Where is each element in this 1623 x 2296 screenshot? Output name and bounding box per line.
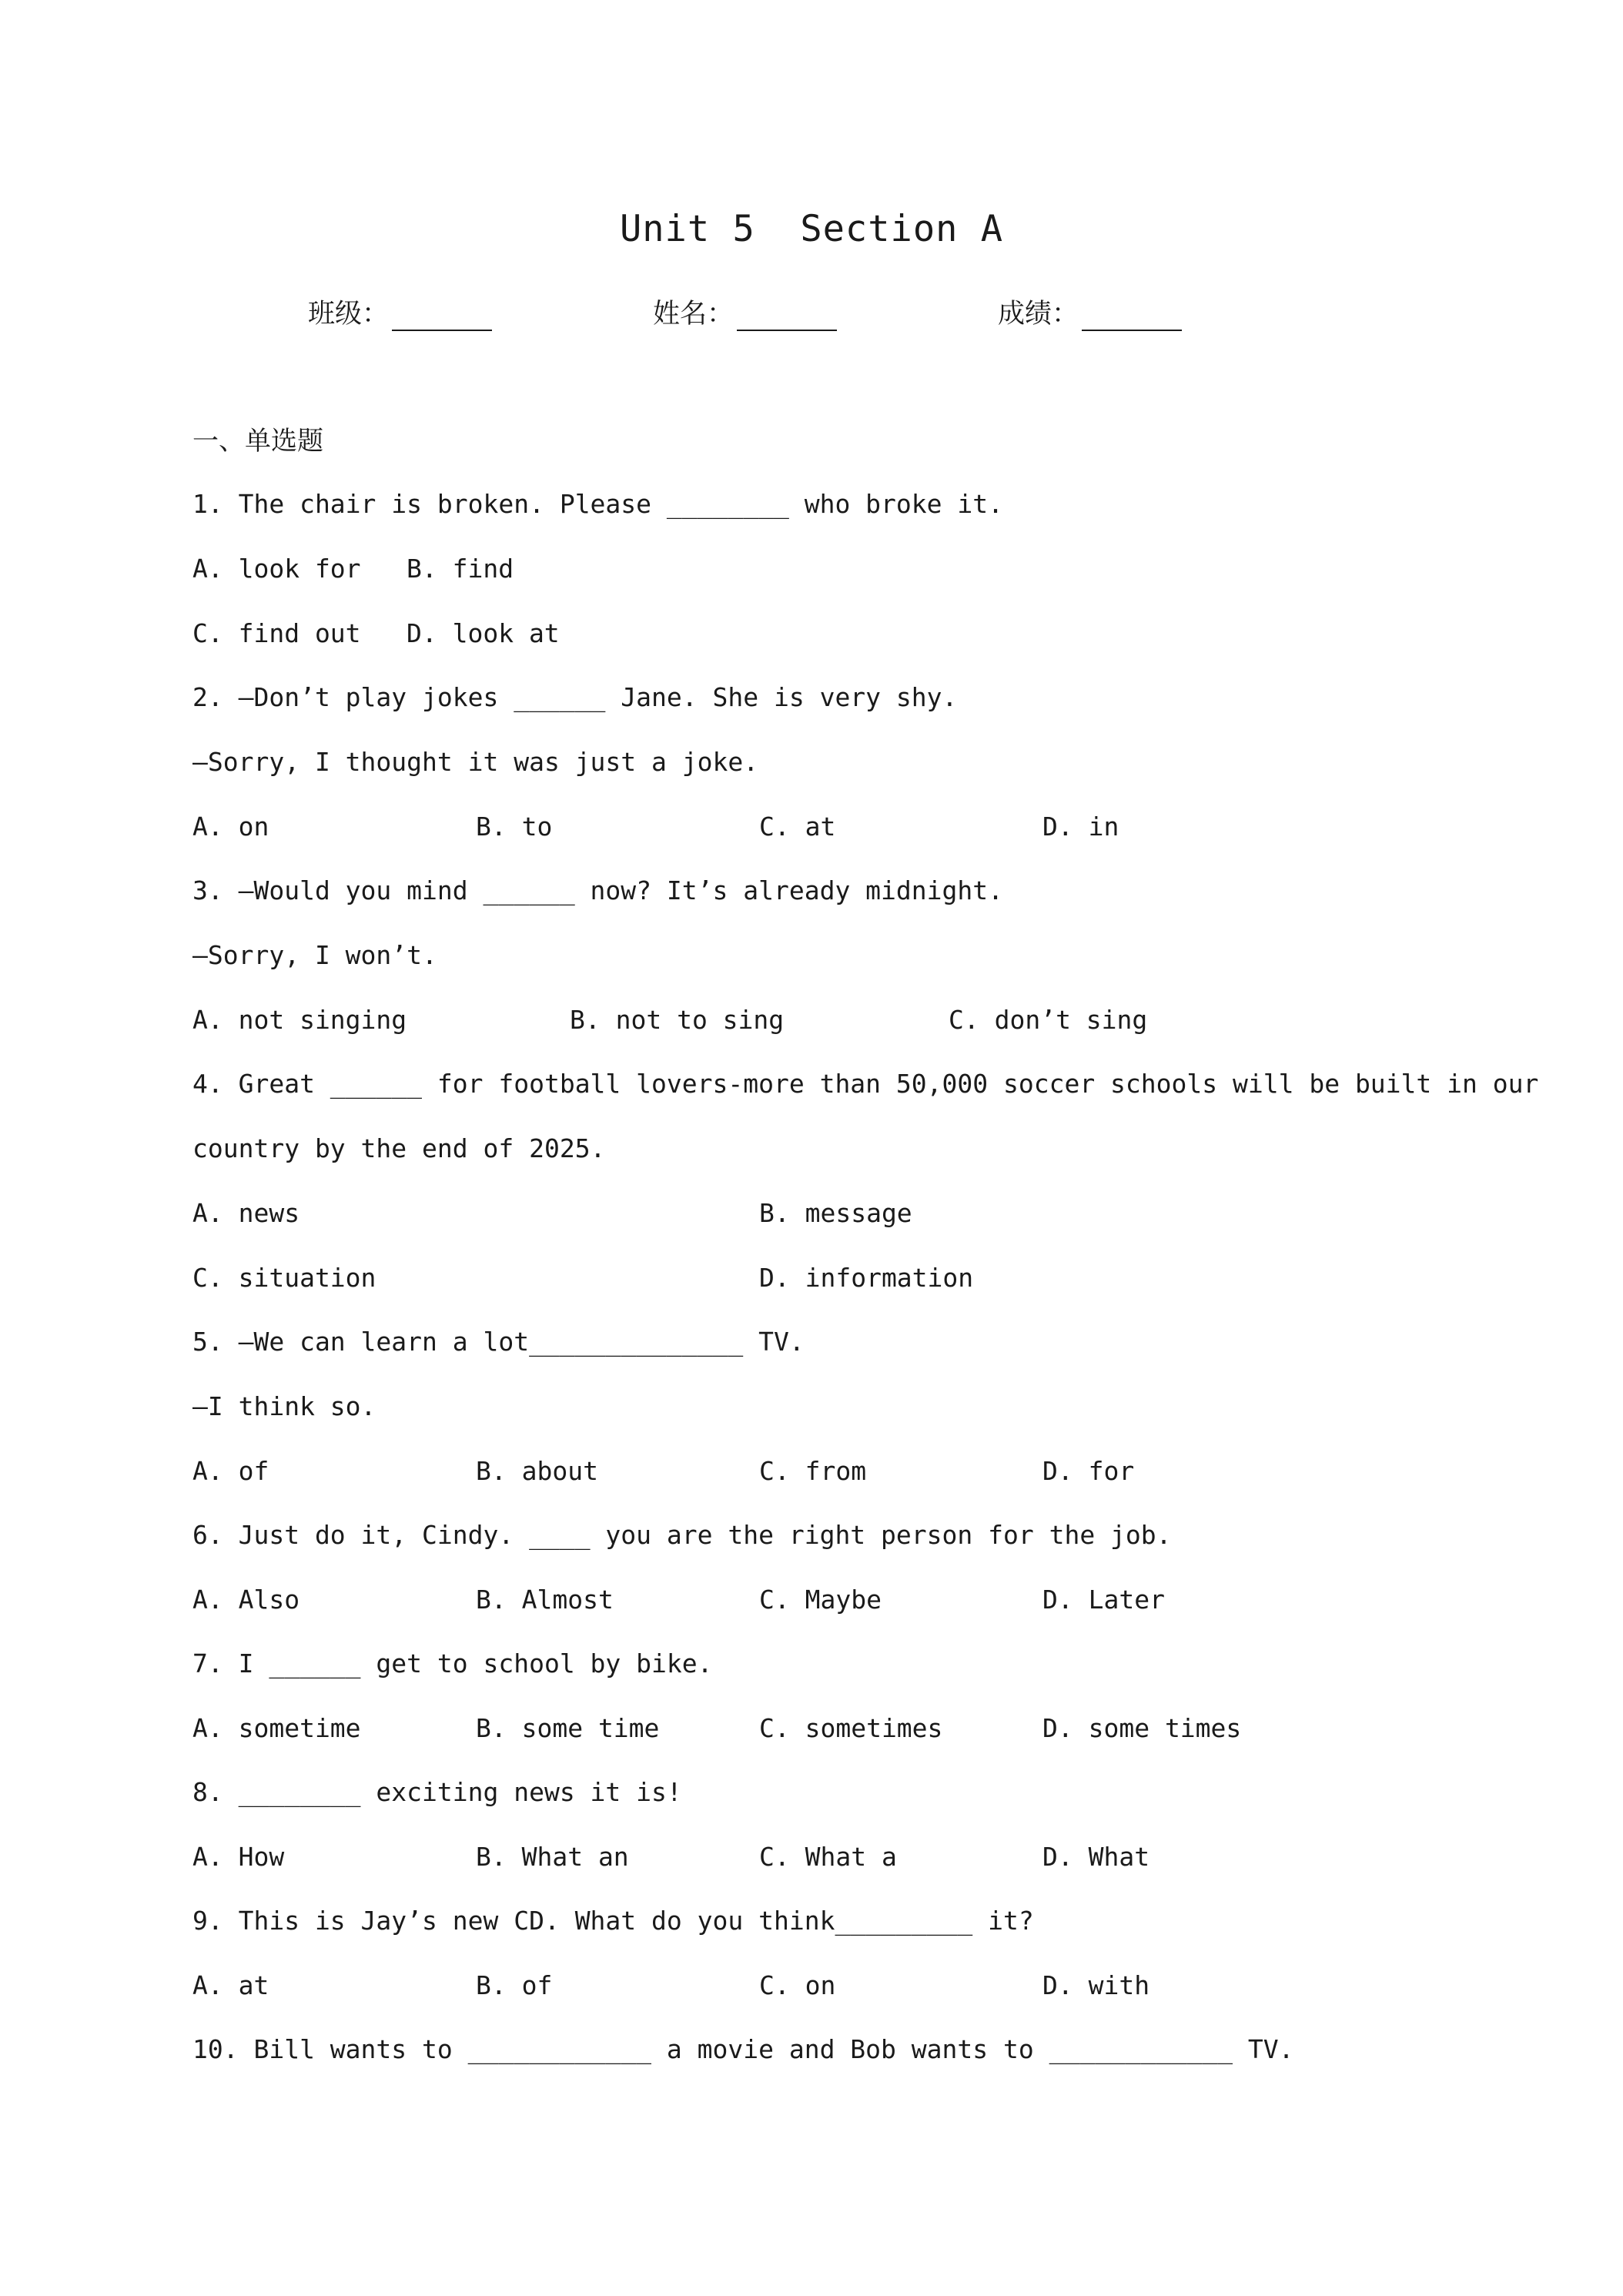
- question-9-option-d: D. with: [1042, 1970, 1150, 2000]
- question-3-option-a: A. not singing: [192, 1005, 407, 1035]
- question-2-stem: 2. —Don’t play jokes ______ Jane. She is very shy.: [192, 682, 958, 712]
- question-7-option-b: B. some time: [476, 1713, 660, 1743]
- question-1-option-d: D. look at: [407, 618, 560, 648]
- question-9-option-c: C. on: [759, 1970, 836, 2000]
- question-4-stem: 4. Great ______ for football lovers-more than 50,000 soccer schools will be built in our: [192, 1069, 1539, 1099]
- question-7-option-c: C. sometimes: [759, 1713, 943, 1743]
- question-3-reply: —Sorry, I won’t.: [192, 940, 437, 970]
- question-4-stem-cont: country by the end of 2025.: [192, 1133, 606, 1163]
- question-7-stem: 7. I ______ get to school by bike.: [192, 1648, 713, 1678]
- question-4-option-b: B. message: [759, 1198, 912, 1228]
- question-7-option-a: A. sometime: [192, 1713, 361, 1743]
- question-9-stem: 9. This is Jay’s new CD. What do you think_________ it?: [192, 1906, 1034, 1936]
- name-field: [653, 293, 837, 331]
- section-heading: 一、单选题: [192, 426, 323, 457]
- question-1-option-a: A. look for: [192, 554, 361, 584]
- score-field: [998, 293, 1182, 331]
- question-6-option-b: B. Almost: [476, 1585, 614, 1615]
- question-3-stem: 3. —Would you mind ______ now? It’s already midnight.: [192, 875, 1003, 905]
- question-5-option-c: C. from: [759, 1456, 867, 1486]
- score-blank[interactable]: [1082, 302, 1182, 331]
- question-4-option-a: A. news: [192, 1198, 300, 1228]
- question-5-stem: 5. —We can learn a lot______________ TV.: [192, 1327, 805, 1357]
- question-6-stem: 6. Just do it, Cindy. ____ you are the right person for the job.: [192, 1520, 1172, 1550]
- question-10-stem: 10. Bill wants to ____________ a movie and Bob wants to ____________ TV.: [192, 2034, 1294, 2064]
- question-9-option-a: A. at: [192, 1970, 269, 2000]
- question-3-option-b: B. not to sing: [570, 1005, 785, 1035]
- question-2-option-d: D. in: [1042, 812, 1119, 842]
- question-8-option-a: A. How: [192, 1842, 285, 1872]
- question-6-option-a: A. Also: [192, 1585, 300, 1615]
- question-4-option-d: D. information: [759, 1263, 974, 1293]
- class-label: 班级：: [308, 299, 390, 330]
- name-label: 姓名：: [653, 299, 735, 330]
- question-5-option-d: D. for: [1042, 1456, 1135, 1486]
- question-2-reply: —Sorry, I thought it was just a joke.: [192, 747, 759, 777]
- class-field: [308, 293, 492, 331]
- question-7-option-d: D. some times: [1042, 1713, 1242, 1743]
- question-5-reply: —I think so.: [192, 1391, 376, 1421]
- page-title: Unit 5 Section A: [619, 208, 1004, 250]
- question-1-option-b: B. find: [407, 554, 514, 584]
- question-6-option-d: D. Later: [1042, 1585, 1165, 1615]
- name-blank[interactable]: [737, 302, 837, 331]
- question-5-option-b: B. about: [476, 1456, 598, 1486]
- question-4-option-c: C. situation: [192, 1263, 376, 1293]
- question-8-option-c: C. What a: [759, 1842, 897, 1872]
- class-blank[interactable]: [392, 302, 492, 331]
- question-2-option-c: C. at: [759, 812, 836, 842]
- question-2-option-a: A. on: [192, 812, 269, 842]
- student-info-row: [0, 293, 1623, 331]
- question-1-stem: 1. The chair is broken. Please ________ who broke it.: [192, 489, 1003, 519]
- question-5-option-a: A. of: [192, 1456, 269, 1486]
- question-6-option-c: C. Maybe: [759, 1585, 882, 1615]
- question-8-option-b: B. What an: [476, 1842, 629, 1872]
- question-8-stem: 8. ________ exciting news it is!: [192, 1777, 682, 1807]
- question-1-option-c: C. find out: [192, 618, 361, 648]
- score-label: 成绩：: [998, 299, 1079, 330]
- question-8-option-d: D. What: [1042, 1842, 1150, 1872]
- question-2-option-b: B. to: [476, 812, 553, 842]
- question-3-option-c: C. don’t sing: [949, 1005, 1148, 1035]
- question-9-option-b: B. of: [476, 1970, 553, 2000]
